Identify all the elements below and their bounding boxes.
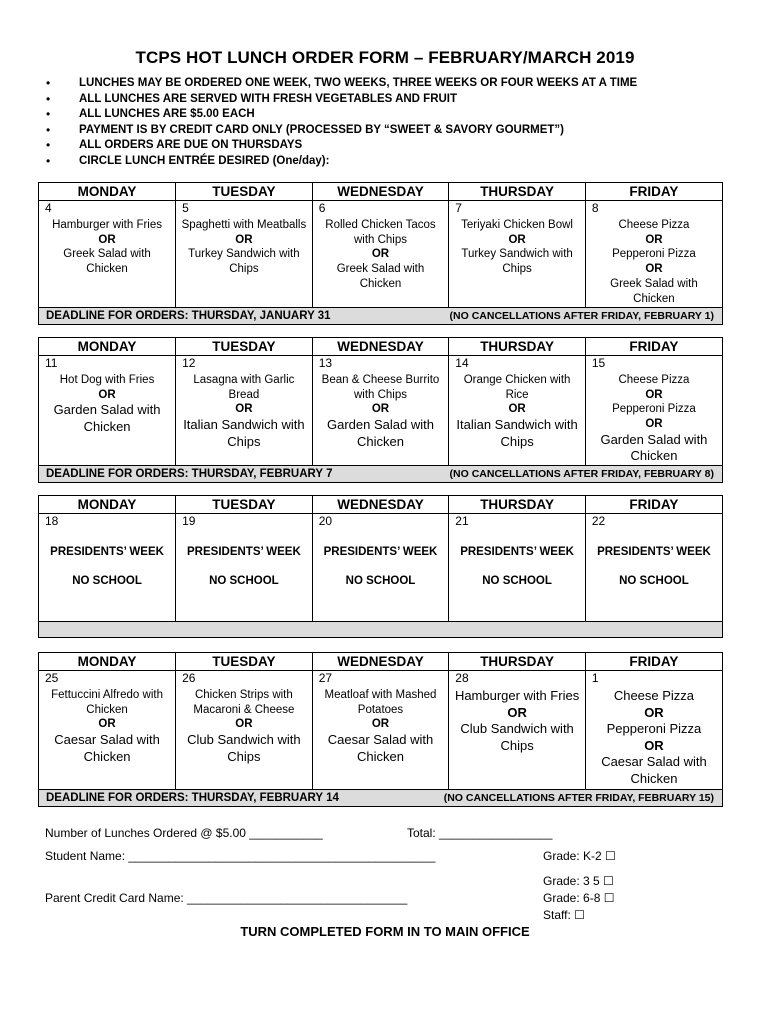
- day-cell: [312, 514, 449, 621]
- entree-option[interactable]: Club Sandwich with Chips: [187, 732, 301, 764]
- date-number: 5: [182, 201, 189, 215]
- entree-option[interactable]: Greek Salad with Chicken: [336, 263, 425, 290]
- entree-option[interactable]: Garden Salad with Chicken: [327, 417, 434, 449]
- date-number: 12: [182, 356, 196, 370]
- day-header: MONDAY: [39, 338, 176, 356]
- day-cell[interactable]: [449, 356, 586, 465]
- grade-6-8-checkbox[interactable]: Grade: 6-8 ☐: [543, 891, 615, 905]
- day-header: FRIDAY: [585, 183, 722, 201]
- deadline-bar: [39, 789, 722, 806]
- or-label: OR: [508, 403, 526, 416]
- or-label: OR: [371, 248, 390, 261]
- deadline-bar: [39, 307, 722, 324]
- day-cell[interactable]: [585, 356, 722, 465]
- day-cell[interactable]: [312, 671, 449, 789]
- date-number: 19: [182, 514, 196, 528]
- day-cell[interactable]: [585, 671, 722, 789]
- day-cell[interactable]: [176, 356, 313, 465]
- day-header: WEDNESDAY: [312, 338, 449, 356]
- day-cell[interactable]: [312, 201, 449, 307]
- shaded-bar: [39, 621, 722, 637]
- entree-option[interactable]: Meatloaf with Mashed Potatoes: [324, 689, 437, 716]
- day-header: TUESDAY: [176, 496, 313, 514]
- day-header: TUESDAY: [176, 183, 313, 201]
- or-label: OR: [98, 233, 116, 246]
- date-number: 21: [455, 514, 469, 528]
- entree-option[interactable]: Greek Salad with Chicken: [63, 248, 151, 276]
- deadline-text: DEADLINE FOR ORDERS: THURSDAY, FEBRUARY 7: [46, 467, 333, 480]
- date-number: 15: [591, 356, 606, 370]
- cancellation-note: (NO CANCELLATIONS AFTER FRIDAY, FEBRUARY 8): [449, 467, 714, 480]
- cancellation-note: (NO CANCELLATIONS AFTER FRIDAY, FEBRUARY 1): [449, 309, 714, 322]
- day-cell[interactable]: [39, 671, 176, 789]
- day-header: MONDAY: [39, 653, 176, 671]
- week-2-table: [38, 337, 723, 483]
- day-cell[interactable]: [449, 671, 586, 789]
- day-header: TUESDAY: [176, 653, 313, 671]
- date-number: 11: [45, 356, 58, 370]
- entree-option[interactable]: Hot Dog with Fries: [59, 374, 155, 386]
- date-number: 28: [455, 671, 469, 685]
- instruction-item: • ALL LUNCHES ARE $5.00 EACH: [42, 107, 637, 123]
- day-cell[interactable]: [312, 356, 449, 465]
- day-header: MONDAY: [39, 496, 176, 514]
- date-number: 8: [591, 201, 599, 215]
- day-header: WEDNESDAY: [312, 183, 449, 201]
- or-label: OR: [644, 737, 664, 753]
- date-number: 26: [182, 671, 196, 685]
- no-school-label: NO SCHOOL: [209, 575, 279, 587]
- or-label: OR: [371, 403, 390, 416]
- entree-option[interactable]: Cheese Pizza: [618, 219, 690, 231]
- or-label: OR: [507, 704, 527, 720]
- date-number: 13: [318, 356, 333, 370]
- holiday-label: PRESIDENTS’ WEEK: [323, 546, 438, 558]
- entree-option[interactable]: Rolled Chicken Tacos with Chips: [325, 219, 436, 246]
- day-header: FRIDAY: [585, 496, 722, 514]
- entree-option[interactable]: Lasagna with Garlic Bread: [193, 374, 295, 401]
- day-cell[interactable]: [176, 671, 313, 789]
- entree-option[interactable]: Italian Sandwich with Chips: [456, 417, 578, 449]
- holiday-label: PRESIDENTS’ WEEK: [460, 546, 574, 558]
- form-title: TCPS HOT LUNCH ORDER FORM – FEBRUARY/MARCH 2019: [135, 48, 635, 67]
- or-label: OR: [644, 704, 664, 720]
- instruction-item: • ALL ORDERS ARE DUE ON THURSDAYS: [42, 138, 637, 154]
- parent-card-name-field[interactable]: Parent Credit Card Name: _________________________________: [45, 891, 408, 905]
- cancellation-note: (NO CANCELLATIONS AFTER FRIDAY, FEBRUARY 15): [443, 791, 714, 804]
- entree-option[interactable]: Cheese Pizza: [613, 688, 695, 703]
- deadline-text: DEADLINE FOR ORDERS: THURSDAY, JANUARY 31: [46, 309, 331, 322]
- entree-option[interactable]: Chicken Strips with Macaroni & Cheese: [193, 689, 295, 716]
- entree-option[interactable]: Orange Chicken with Rice: [463, 374, 571, 401]
- entree-option[interactable]: Caesar Salad with Chicken: [601, 754, 707, 786]
- date-number: 25: [45, 671, 59, 685]
- or-label: OR: [371, 718, 390, 731]
- entree-option[interactable]: Caesar Salad with Chicken: [327, 732, 434, 764]
- or-label: OR: [98, 388, 116, 401]
- day-header: WEDNESDAY: [312, 496, 449, 514]
- instruction-item: • PAYMENT IS BY CREDIT CARD ONLY (PROCESSED BY “SWEET & SAVORY GOURMET”): [42, 123, 637, 139]
- holiday-label: PRESIDENTS’ WEEK: [597, 546, 711, 558]
- day-cell: [39, 514, 176, 621]
- date-number: 14: [455, 356, 469, 370]
- entree-option[interactable]: Hamburger with Fries: [52, 219, 162, 231]
- instructions-list: [42, 76, 637, 170]
- total-field[interactable]: Total: _________________: [407, 826, 553, 840]
- entree-option[interactable]: Turkey Sandwich with Chips: [188, 248, 300, 276]
- date-number: 18: [45, 514, 59, 528]
- entree-option[interactable]: Turkey Sandwich with Chips: [461, 248, 573, 276]
- day-cell: [585, 514, 722, 621]
- day-header: WEDNESDAY: [312, 653, 449, 671]
- or-label: OR: [98, 718, 116, 731]
- date-number: 7: [455, 201, 462, 215]
- day-cell[interactable]: [39, 356, 176, 465]
- or-label: OR: [508, 233, 526, 246]
- day-cell[interactable]: [449, 201, 586, 307]
- day-cell: [176, 514, 313, 621]
- day-cell[interactable]: [585, 201, 722, 307]
- or-label: OR: [645, 233, 663, 246]
- day-cell: [449, 514, 586, 621]
- date-number: 20: [318, 514, 333, 528]
- week-4-table: [38, 652, 723, 807]
- entree-option[interactable]: Garden Salad with Chicken: [53, 402, 161, 434]
- or-label: OR: [645, 418, 663, 431]
- week-1-table: [38, 182, 723, 325]
- date-number: 1: [591, 671, 599, 685]
- holiday-label: PRESIDENTS’ WEEK: [187, 546, 301, 558]
- or-label: OR: [235, 403, 253, 416]
- no-school-label: NO SCHOOL: [482, 575, 552, 587]
- or-label: OR: [235, 718, 253, 731]
- entree-option[interactable]: Club Sandwich with Chips: [460, 721, 574, 753]
- date-number: 27: [318, 671, 333, 685]
- entree-option[interactable]: Bean & Cheese Burrito with Chips: [321, 374, 440, 401]
- or-label: OR: [645, 388, 663, 401]
- lunches-count-field[interactable]: Number of Lunches Ordered @ $5.00 ___________: [45, 826, 323, 840]
- instruction-item: • LUNCHES MAY BE ORDERED ONE WEEK, TWO WEEKS, THREE WEEKS OR FOUR WEEKS AT A TIME: [42, 76, 637, 92]
- instruction-item: • CIRCLE LUNCH ENTRÉE DESIRED (One/day):: [42, 154, 637, 170]
- or-label: OR: [645, 263, 663, 276]
- no-school-label: NO SCHOOL: [72, 575, 142, 587]
- day-header: THURSDAY: [449, 183, 586, 201]
- entree-option[interactable]: Garden Salad with Chicken: [600, 431, 708, 464]
- entree-option[interactable]: Pepperoni Pizza: [606, 721, 702, 736]
- grade-3-5-checkbox[interactable]: Grade: 3 5 ☐: [543, 874, 614, 888]
- entree-option[interactable]: Cheese Pizza: [618, 374, 690, 386]
- entree-option[interactable]: Teriyaki Chicken Bowl: [461, 219, 573, 231]
- date-number: 4: [45, 201, 52, 215]
- day-header: THURSDAY: [449, 496, 586, 514]
- staff-checkbox[interactable]: Staff: ☐: [543, 908, 585, 922]
- date-number: 6: [318, 201, 326, 215]
- or-label: OR: [235, 233, 253, 246]
- entree-option[interactable]: Caesar Salad with Chicken: [54, 732, 160, 764]
- day-header: THURSDAY: [449, 338, 586, 356]
- entree-option[interactable]: Hamburger with Fries: [454, 688, 580, 703]
- entree-option[interactable]: Fettuccini Alfredo with Chicken: [51, 689, 163, 716]
- day-cell[interactable]: [176, 201, 313, 307]
- entree-option[interactable]: Pepperoni Pizza: [612, 403, 696, 416]
- entree-option[interactable]: Greek Salad with Chicken: [610, 277, 698, 305]
- entree-option[interactable]: Italian Sandwich with Chips: [183, 417, 305, 449]
- student-name-field[interactable]: Student Name: ______________________________________________: [45, 849, 436, 863]
- deadline-text: DEADLINE FOR ORDERS: THURSDAY, FEBRUARY 14: [46, 791, 339, 804]
- day-header: TUESDAY: [176, 338, 313, 356]
- day-header: FRIDAY: [585, 653, 722, 671]
- no-school-label: NO SCHOOL: [619, 575, 689, 587]
- grade-k2-checkbox[interactable]: Grade: K-2 ☐: [543, 849, 616, 863]
- no-school-label: NO SCHOOL: [345, 575, 416, 587]
- day-cell[interactable]: [39, 201, 176, 307]
- day-header: THURSDAY: [449, 653, 586, 671]
- day-header: FRIDAY: [585, 338, 722, 356]
- entree-option[interactable]: Spaghetti with Meatballs: [181, 219, 307, 231]
- date-number: 22: [591, 514, 606, 528]
- day-header: MONDAY: [39, 183, 176, 201]
- instruction-item: • ALL LUNCHES ARE SERVED WITH FRESH VEGETABLES AND FRUIT: [42, 92, 637, 108]
- holiday-label: PRESIDENTS’ WEEK: [50, 546, 164, 558]
- entree-option[interactable]: Pepperoni Pizza: [612, 248, 696, 261]
- week-3-table: [38, 495, 723, 638]
- submission-instruction: TURN COMPLETED FORM IN TO MAIN OFFICE: [240, 924, 530, 939]
- deadline-bar: [39, 465, 722, 482]
